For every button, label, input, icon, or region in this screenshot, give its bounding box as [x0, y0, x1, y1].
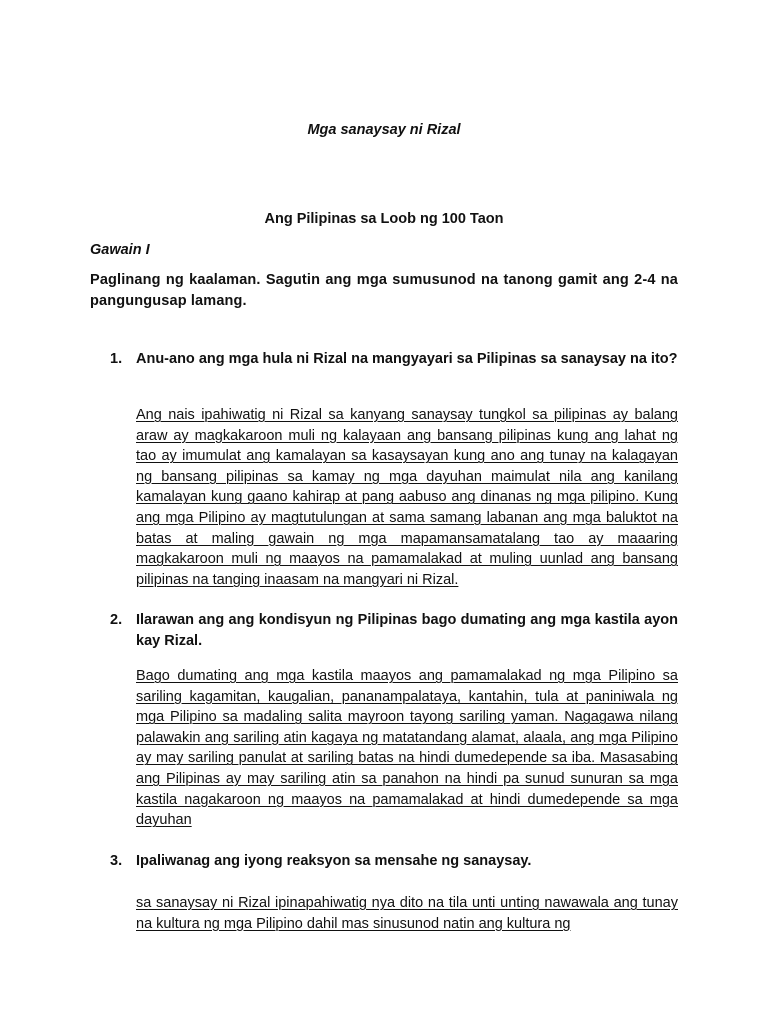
activity-label: Gawain I: [90, 242, 150, 258]
question-number: 3.: [110, 853, 123, 869]
answer-2: Bago dumating ang mga kastila maayos ang pamamalakad ng mga Pilipino sa sariling kagamitan, kaugalian, pananampalataya, kantahin, tula at paniniwala ng mga Pilipino sa madaling salita mayroon tayong sariling yaman. Nagagawa nilang palawakin ang sariling atin kagaya ng matatandang alamat, alaala, ang mga Pilipino ay may sariling panulat at sariling batas na hindi dumedepende sa iba. Masasabing ang Pilipinas ay may sariling atin sa panahon na hindi pa sunud sunuran sa mga kastila nagakaroon ng maayos na pamamalakad at hindi dumedepende sa mga dayuhan: [136, 668, 678, 829]
question-2: [110, 610, 678, 651]
essay-title: Ang Pilipinas sa Loob ng 100 Taon: [264, 211, 504, 227]
question-text: Anu-ano ang mga hula ni Rizal na mangyayari sa Pilipinas sa sanaysay na ito?: [136, 351, 678, 367]
answer-3: sa sanaysay ni Rizal ipinapahiwatig nya dito na tila unti unting nawawala ang tunay na kultura ng mga Pilipino dahil mas sinusunod natin ang kultura ng: [136, 895, 678, 932]
question-text: Ilarawan ang ang kondisyun ng Pilipinas bago dumating ang mga kastila ayon kay Rizal.: [136, 612, 678, 649]
question-number: 1.: [110, 351, 123, 367]
instructions: Paglinang ng kaalaman. Sagutin ang mga sumusunod na tanong gamit ang 2-4 na pangungusap lamang.: [90, 272, 678, 309]
answer-1: Ang nais ipahiwatig ni Rizal sa kanyang sanaysay tungkol sa pilipinas ay balang araw ay magkakaroon muli ng kalayaan ang bansang pilipinas kung ang lahat ng tao ay imumulat ang kamalayan sa kasaysayan kung ano ang tunay na kalagayan ng bansang pilipinas sa kamay ng mga dayuhan maimulat nila ang kanilang kamalayan kung gaano kahirap at pang aabuso ang dinanas ng mga pilipino. Kung ang mga Pilipino ay magtutulungan at sama samang labanan ang mga baluktot na batas at maling gawain ng mga mapamansamatalang tao ay maaaring magkakaroon muli ng maayos na pamamalakad at muling uunlad ang bansang pilipinas na tanging inaasam na mangyari ni Rizal.: [136, 407, 678, 588]
question-number: 2.: [110, 612, 123, 628]
question-1: [110, 349, 678, 370]
question-text: Ipaliwanag ang iyong reaksyon sa mensahe ng sanaysay.: [136, 853, 532, 869]
document-title: Mga sanaysay ni Rizal: [307, 122, 461, 138]
question-3: [110, 851, 678, 872]
